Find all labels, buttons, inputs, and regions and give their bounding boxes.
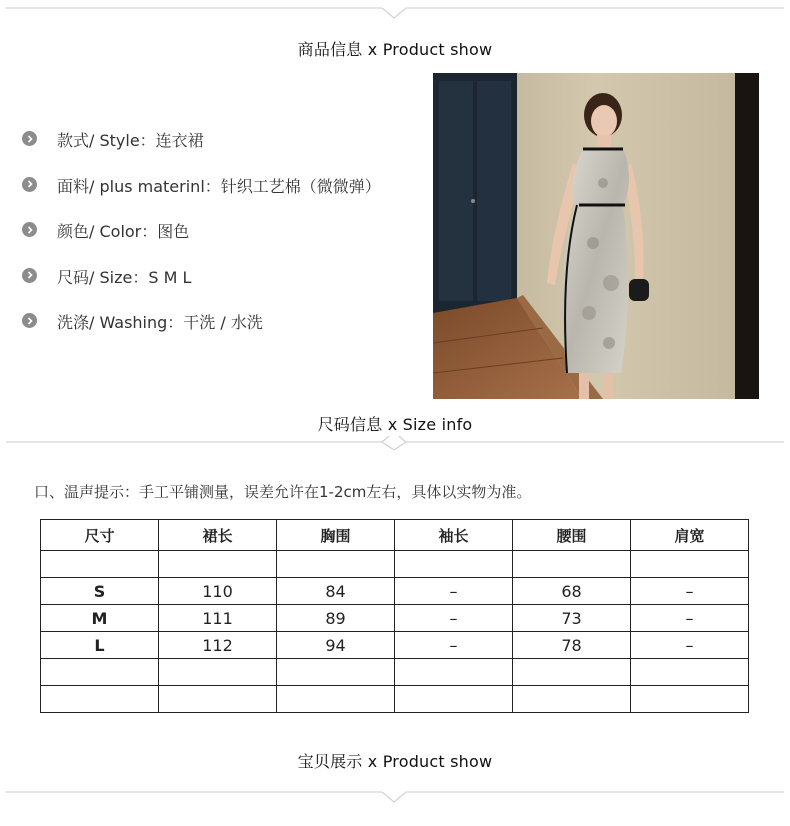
- table-cell: [159, 551, 277, 578]
- table-header-cell: 裙长: [159, 520, 277, 551]
- spec-list: [22, 128, 381, 356]
- table-row: [41, 605, 749, 632]
- chevron-right-circle-icon: [22, 177, 37, 192]
- spec-item-size: [22, 265, 381, 311]
- table-cell: [631, 686, 749, 713]
- table-cell: [159, 686, 277, 713]
- table-cell: –: [395, 605, 513, 632]
- table-row: [41, 632, 749, 659]
- table-cell: –: [631, 605, 749, 632]
- section-title-product-show-bottom: 宝贝展示 x Product show: [297, 752, 493, 771]
- table-cell: [513, 686, 631, 713]
- chevron-right-circle-icon: [22, 313, 37, 328]
- table-cell: [631, 659, 749, 686]
- size-table: [40, 519, 749, 713]
- table-cell: –: [395, 578, 513, 605]
- table-cell: 94: [277, 632, 395, 659]
- table-row-blank: [41, 551, 749, 578]
- table-cell: [277, 686, 395, 713]
- table-cell: [159, 659, 277, 686]
- table-header-cell: 尺寸: [41, 520, 159, 551]
- table-cell: 68: [513, 578, 631, 605]
- section-title-product-show: 商品信息 x Product show: [297, 40, 493, 59]
- table-header-row: [41, 520, 749, 551]
- table-cell: 78: [513, 632, 631, 659]
- table-header-cell: 胸围: [277, 520, 395, 551]
- table-cell: [631, 551, 749, 578]
- table-cell: [41, 686, 159, 713]
- table-cell: 73: [513, 605, 631, 632]
- table-row-blank: [41, 686, 749, 713]
- table-cell: 84: [277, 578, 395, 605]
- table-cell: [41, 659, 159, 686]
- table-cell-size: S: [41, 578, 159, 605]
- table-header-cell: 袖长: [395, 520, 513, 551]
- table-cell: –: [631, 632, 749, 659]
- table-cell: 112: [159, 632, 277, 659]
- table-cell: [395, 686, 513, 713]
- spec-label: 款式/ Style：连衣裙: [57, 131, 204, 150]
- spec-label: 颜色/ Color：图色: [57, 222, 190, 241]
- table-row: [41, 578, 749, 605]
- chevron-right-circle-icon: [22, 222, 37, 237]
- table-cell: [277, 551, 395, 578]
- table-cell: [277, 659, 395, 686]
- chevron-right-circle-icon: [22, 131, 37, 146]
- spec-label: 尺码/ Size：S M L: [57, 267, 192, 287]
- spec-item-washing: [22, 310, 381, 356]
- table-cell: [513, 659, 631, 686]
- section-divider-bottom: [6, 790, 784, 804]
- spec-item-color: [22, 219, 381, 265]
- table-cell: [395, 659, 513, 686]
- table-header-cell: 肩宽: [631, 520, 749, 551]
- section-divider-middle: [6, 436, 784, 450]
- spec-item-material: [22, 174, 381, 220]
- measurement-note: 口、温声提示：手工平铺测量，误差允许在1-2cm左右，具体以实物为准。: [34, 483, 532, 501]
- table-cell: –: [395, 632, 513, 659]
- table-cell: [513, 551, 631, 578]
- section-divider-top: [6, 6, 784, 20]
- table-cell: –: [631, 578, 749, 605]
- chevron-right-circle-icon: [22, 268, 37, 283]
- spec-label: 洗涤/ Washing：干洗 / 水洗: [57, 313, 263, 332]
- table-cell: [41, 551, 159, 578]
- spec-item-style: [22, 128, 381, 174]
- table-cell-size: L: [41, 632, 159, 659]
- table-cell: 89: [277, 605, 395, 632]
- table-cell-size: M: [41, 605, 159, 632]
- table-cell: [395, 551, 513, 578]
- table-cell: 111: [159, 605, 277, 632]
- table-row-blank: [41, 659, 749, 686]
- spec-label: 面料/ plus materinl：针织工艺棉（微微弹）: [57, 176, 381, 196]
- product-photo: [433, 73, 759, 399]
- table-header-cell: 腰围: [513, 520, 631, 551]
- table-cell: 110: [159, 578, 277, 605]
- section-title-size-info: 尺码信息 x Size info: [317, 415, 473, 434]
